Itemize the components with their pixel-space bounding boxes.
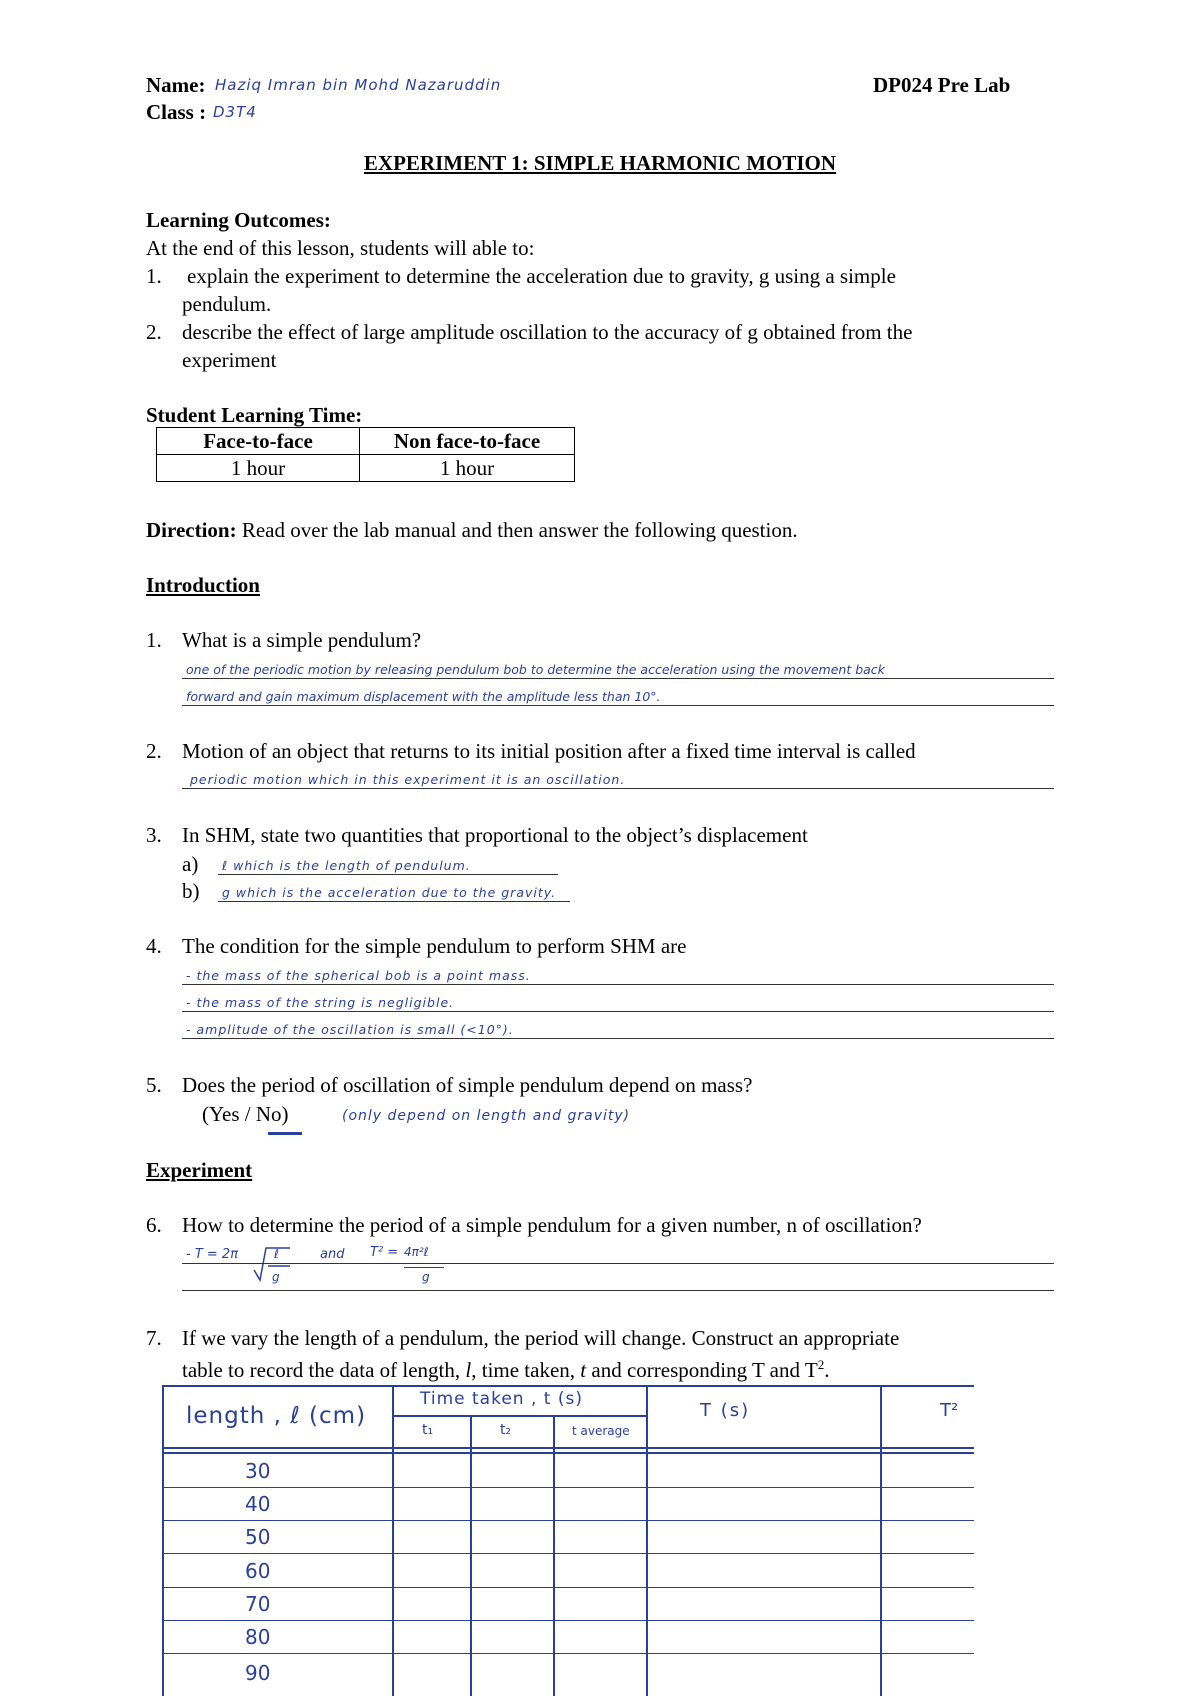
answer-line bbox=[218, 901, 570, 902]
formula-2-numerator: 4π²ℓ bbox=[404, 1245, 429, 1259]
answer-3b-label: b) bbox=[182, 879, 200, 903]
class-value: D3T4 bbox=[213, 103, 257, 121]
table-line bbox=[162, 1620, 974, 1621]
question-number: 1. bbox=[146, 628, 162, 652]
question-7-text: If we vary the length of a pendulum, the period will change. Construct an appropriate bbox=[182, 1326, 900, 1350]
answer-3b: g which is the acceleration due to the gravity. bbox=[222, 885, 557, 900]
direction-label: Direction: bbox=[146, 518, 237, 542]
header-t2: t₂ bbox=[500, 1422, 512, 1438]
table-line bbox=[162, 1385, 974, 1387]
length-value: 80 bbox=[245, 1625, 271, 1649]
question-number: 4. bbox=[146, 934, 162, 958]
question-7-text-cont: table to record the data of length, l, time taken, t and corresponding T and $T^2$. bbox=[182, 1357, 830, 1382]
table-line bbox=[470, 1415, 472, 1696]
answer-line bbox=[182, 1263, 1054, 1264]
direction-text: Read over the lab manual and then answer the following question. bbox=[236, 518, 798, 542]
length-value: 60 bbox=[245, 1559, 271, 1583]
header-t1: t₁ bbox=[422, 1422, 434, 1438]
answer-3a: ℓ which is the length of pendulum. bbox=[222, 858, 471, 873]
outcome-text: describe the effect of large amplitude oscillation to the accuracy of g obtained from the bbox=[182, 320, 913, 344]
question-3-text: In SHM, state two quantities that proportional to the object’s displacement bbox=[182, 823, 808, 847]
answer-1-line-1: one of the periodic motion by releasing pendulum bob to determine the acceleration using the movement back bbox=[186, 662, 885, 677]
answer-3a-label: a) bbox=[182, 852, 199, 876]
slt-value-f2f: 1 hour bbox=[157, 455, 360, 482]
table-line bbox=[392, 1415, 646, 1417]
table-line bbox=[392, 1385, 394, 1696]
table-line bbox=[162, 1447, 974, 1449]
table-line bbox=[162, 1653, 974, 1654]
table-line bbox=[162, 1520, 974, 1521]
answer-line bbox=[182, 678, 1054, 679]
answer-line bbox=[182, 1011, 1054, 1012]
question-6-text: How to determine the period of a simple pendulum for a given number, n of oscillation? bbox=[182, 1213, 922, 1237]
length-value: 70 bbox=[245, 1592, 271, 1616]
formula-2-lhs: T² = bbox=[370, 1245, 399, 1260]
slt-header-nf2f: Non face-to-face bbox=[360, 428, 575, 455]
answer-4-item: - the mass of the spherical bob is a point mass. bbox=[186, 968, 531, 983]
header-time-taken: Time taken , t (s) bbox=[420, 1389, 583, 1409]
page-title: EXPERIMENT 1: SIMPLE HARMONIC MOTION bbox=[363, 151, 837, 175]
table-line bbox=[880, 1385, 882, 1696]
header-period-squared: T² bbox=[940, 1400, 959, 1421]
answer-5-note: (only depend on length and gravity) bbox=[342, 1108, 631, 1124]
formula-2-denominator: g bbox=[422, 1270, 430, 1284]
length-value: 90 bbox=[245, 1661, 271, 1685]
formula-1-numerator: ℓ bbox=[274, 1247, 279, 1261]
formula-connector: and bbox=[320, 1247, 345, 1262]
course-code: DP024 Pre Lab bbox=[873, 73, 1011, 97]
table-line bbox=[162, 1553, 974, 1554]
question-number: 7. bbox=[146, 1326, 162, 1350]
slt-value-nf2f: 1 hour bbox=[360, 455, 575, 482]
answer-line bbox=[182, 1290, 1054, 1291]
experiment-heading: Experiment bbox=[146, 1158, 253, 1182]
introduction-heading: Introduction bbox=[146, 573, 260, 597]
direction bbox=[146, 518, 798, 542]
length-value: 30 bbox=[245, 1459, 271, 1483]
name-value: Haziq Imran bin Mohd Nazaruddin bbox=[215, 76, 502, 94]
answer-line bbox=[218, 874, 558, 875]
class-label: Class : bbox=[146, 100, 207, 124]
answer-1-line-2: forward and gain maximum displacement with the amplitude less than 10°. bbox=[186, 689, 661, 704]
question-5-text: Does the period of oscillation of simple pendulum depend on mass? bbox=[182, 1073, 753, 1097]
formula-1-denominator: g bbox=[272, 1270, 280, 1284]
table-line bbox=[162, 1587, 974, 1588]
slt-table bbox=[156, 427, 575, 482]
outcome-text-cont: experiment bbox=[182, 348, 277, 372]
answer-4-item: - amplitude of the oscillation is small (<10°). bbox=[186, 1022, 514, 1037]
slt-heading: Student Learning Time: bbox=[146, 403, 363, 427]
question-2-text: Motion of an object that returns to its initial position after a fixed time interval is called bbox=[182, 739, 916, 763]
slt-header-f2f: Face-to-face bbox=[157, 428, 360, 455]
answer-line bbox=[182, 1038, 1054, 1039]
no-selected-underline bbox=[268, 1132, 302, 1135]
table-line bbox=[162, 1452, 974, 1454]
header-t-average: t average bbox=[572, 1424, 630, 1438]
learning-outcomes-heading: Learning Outcomes: bbox=[146, 208, 331, 232]
answer-2: periodic motion which in this experiment it is an oscillation. bbox=[190, 772, 626, 787]
answer-4-item: - the mass of the string is negligible. bbox=[186, 995, 455, 1010]
table-line bbox=[162, 1487, 974, 1488]
name-label: Name: bbox=[146, 73, 206, 97]
length-value: 50 bbox=[245, 1525, 271, 1549]
header-period: T (s) bbox=[700, 1400, 751, 1421]
fraction-bar bbox=[404, 1267, 444, 1268]
outcome-text: explain the experiment to determine the acceleration due to gravity, g using a simple bbox=[187, 264, 896, 288]
question-number: 6. bbox=[146, 1213, 162, 1237]
table-line bbox=[553, 1415, 555, 1696]
yes-no-options: (Yes / No) bbox=[202, 1102, 289, 1126]
question-4-text: The condition for the simple pendulum to perform SHM are bbox=[182, 934, 687, 958]
table-line bbox=[646, 1385, 648, 1696]
outcome-number: 1. bbox=[146, 264, 162, 288]
answer-line bbox=[182, 705, 1054, 706]
formula-1-prefix: - T = 2π bbox=[186, 1247, 239, 1262]
question-number: 3. bbox=[146, 823, 162, 847]
table-line bbox=[162, 1385, 164, 1696]
learning-outcomes-intro: At the end of this lesson, students will able to: bbox=[146, 236, 535, 260]
length-value: 40 bbox=[245, 1492, 271, 1516]
outcome-number: 2. bbox=[146, 320, 162, 344]
question-number: 5. bbox=[146, 1073, 162, 1097]
header-length: length , ℓ (cm) bbox=[186, 1403, 367, 1429]
outcome-text-cont: pendulum. bbox=[182, 292, 272, 316]
question-1-text: What is a simple pendulum? bbox=[182, 628, 422, 652]
question-number: 2. bbox=[146, 739, 162, 763]
answer-line bbox=[182, 984, 1054, 985]
answer-line bbox=[182, 788, 1054, 789]
